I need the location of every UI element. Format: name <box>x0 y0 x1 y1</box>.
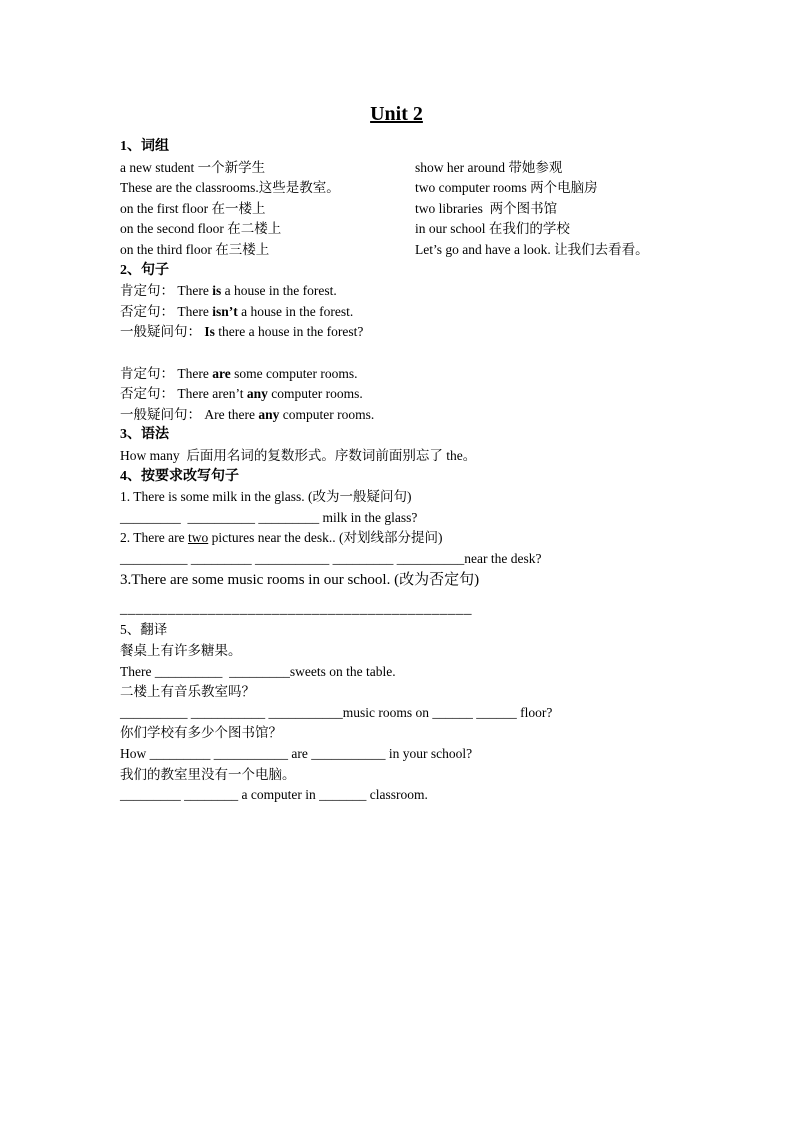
translation-answer-en: _________ ________ a computer in _______ classroom. <box>120 787 428 803</box>
phrase-right: two libraries 两个图书馆 <box>415 200 558 216</box>
phrase-right: show her around 带她参观 <box>415 159 563 175</box>
blank-line <box>120 343 665 364</box>
translation-answer-en: There __________ _________sweets on the table. <box>120 663 396 679</box>
rewrite-answer-long-blank: ____________________________________________ <box>120 601 472 618</box>
rewrite-heading: 4、按要求改写句子 <box>120 468 239 484</box>
translation-answer-en: __________ ___________ ___________music rooms on ______ ______ floor? <box>120 704 553 720</box>
phrase-row <box>120 219 665 240</box>
phrase-left: These are the classrooms.这些是教室。 <box>120 180 340 196</box>
rewrite-answer-blanks: __________ _________ ___________ _________ __________near the desk? <box>120 550 542 566</box>
phrase-right: two computer rooms 两个电脑房 <box>415 180 598 196</box>
translation-prompt-zh: 餐桌上有许多糖果。 <box>120 643 242 659</box>
sentence-line: 肯定句： There is a house in the forest. <box>120 283 337 299</box>
phrase-left: a new student 一个新学生 <box>120 159 266 175</box>
rewrite-answer-blanks: _________ __________ _________ milk in the glass? <box>120 509 418 525</box>
phrase-left: on the third floor 在三楼上 <box>120 241 270 257</box>
rewrite-prompt: 3.There are some music rooms in our school. (改为否定句) <box>120 572 480 589</box>
sentence-line: 否定句： There isn’t a house in the forest. <box>120 303 354 319</box>
worksheet-content <box>120 137 665 806</box>
phrase-right: in our school 在我们的学校 <box>415 221 570 237</box>
phrase-right: Let’s go and have a look. 让我们去看看。 <box>415 241 649 257</box>
sentence-line: 一般疑问句： Are there any computer rooms. <box>120 406 375 422</box>
sentence-line: 否定句： There aren’t any computer rooms. <box>120 386 363 402</box>
phrase-left: on the second floor 在二楼上 <box>120 221 282 237</box>
rewrite-prompt: 2. There are two pictures near the desk.. (对划线部分提问) <box>120 530 443 546</box>
translation-heading: 5、翻译 <box>120 622 168 638</box>
phrases-heading: 1、词组 <box>120 139 169 154</box>
sentence-line: 肯定句： There are some computer rooms. <box>120 365 358 381</box>
grammar-text: How many 后面用名词的复数形式。序数词前面别忘了 the。 <box>120 447 477 463</box>
translation-prompt-zh: 二楼上有音乐教室吗？ <box>120 684 255 700</box>
phrase-row <box>120 158 665 179</box>
page-title: Unit 2 <box>370 103 423 125</box>
phrase-row <box>120 240 665 261</box>
rewrite-prompt: 1. There is some milk in the glass. (改为一般疑问句) <box>120 489 412 505</box>
phrase-row <box>120 199 665 220</box>
translation-prompt-zh: 你们学校有多少个图书馆？ <box>120 725 282 741</box>
translation-answer-en: How _________ ___________ are ___________ in your school? <box>120 746 473 762</box>
grammar-heading: 3、语法 <box>120 427 169 443</box>
translation-prompt-zh: 我们的教室里没有一个电脑。 <box>120 766 296 782</box>
phrase-left: on the first floor 在一楼上 <box>120 200 266 216</box>
sentences-heading: 2、句子 <box>120 262 169 278</box>
sentence-line: 一般疑问句： Is there a house in the forest? <box>120 324 364 340</box>
phrase-row <box>120 178 665 199</box>
